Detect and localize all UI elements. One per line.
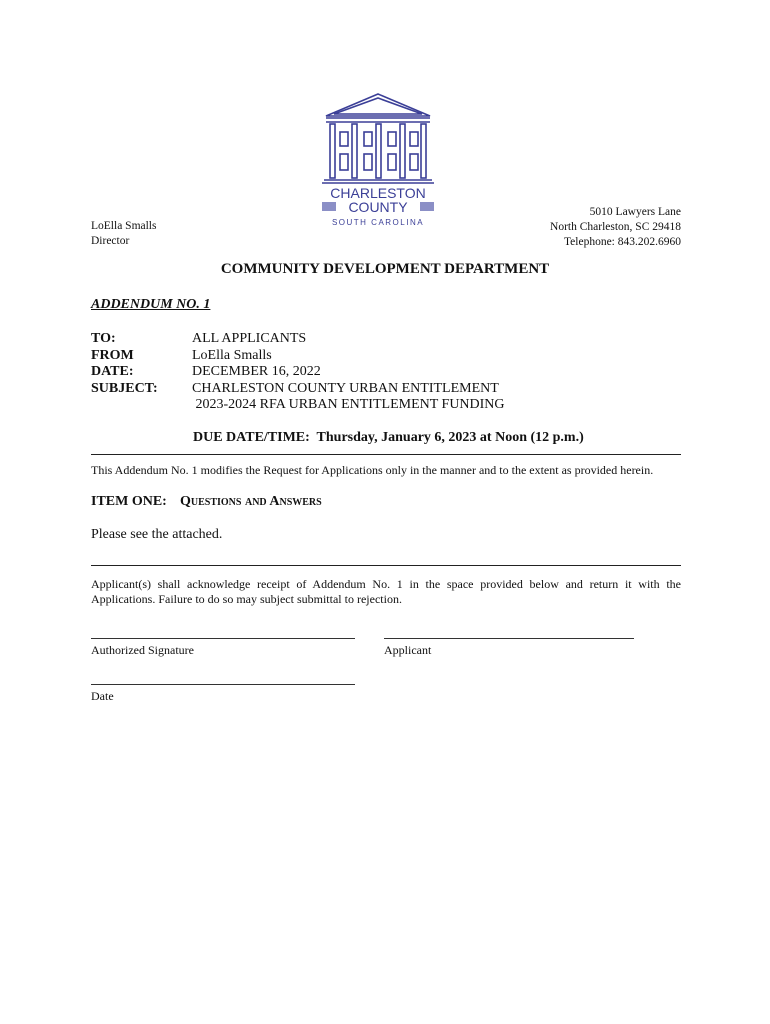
charleston-county-logo	[320, 92, 436, 232]
memo-row-subject	[91, 381, 505, 398]
memo-value: 2023-2024 RFA URBAN ENTITLEMENT FUNDING	[192, 397, 505, 412]
authorized-signature-label: Authorized Signature	[91, 643, 194, 657]
applicant-label: Applicant	[384, 643, 432, 657]
authorized-signature-line[interactable]	[91, 638, 355, 639]
memo-header	[91, 331, 505, 414]
item-one-title: Questions and Answers	[180, 494, 322, 509]
address-block	[550, 205, 681, 250]
sender-block	[91, 219, 156, 249]
logo-line3: SOUTH CAROLINA	[331, 218, 425, 227]
address-city: North Charleston, SC 29418	[550, 221, 681, 233]
addendum-heading: ADDENDUM NO. 1	[91, 297, 211, 312]
logo-line2: COUNTY	[348, 199, 408, 215]
department-title: COMMUNITY DEVELOPMENT DEPARTMENT	[220, 261, 550, 277]
memo-value: LoElla Smalls	[192, 347, 272, 363]
logo-line1: CHARLESTON	[330, 185, 426, 201]
date-line[interactable]	[91, 684, 355, 685]
memo-key: TO:	[91, 331, 116, 346]
sender-title: Director	[91, 235, 130, 247]
memo-row-from	[91, 348, 505, 365]
item-one-label: ITEM ONE:	[91, 494, 167, 509]
due-date: DUE DATE/TIME: Thursday, January 6, 2023 at Noon (12 p.m.)	[193, 430, 584, 445]
memo-value: DECEMBER 16, 2022	[192, 364, 321, 379]
memo-key: SUBJECT:	[91, 380, 158, 396]
divider	[91, 454, 681, 455]
address-phone: Telephone: 843.202.6960	[563, 236, 681, 248]
memo-key	[91, 397, 192, 414]
memo-row-to	[91, 331, 505, 348]
acknowledge-text: Applicant(s) shall acknowledge receipt of Addendum No. 1 in the space provided below and return it with the Applications. Failure to do so may subject submittal to rejection.	[91, 577, 681, 606]
memo-key: FROM	[91, 347, 134, 363]
memo-value: ALL APPLICANTS	[192, 331, 307, 346]
memo-value: CHARLESTON COUNTY URBAN ENTITLEMENT	[192, 380, 499, 396]
memo-key: DATE:	[91, 364, 134, 379]
address-street: 5010 Lawyers Lane	[589, 206, 681, 218]
sender-name: LoElla Smalls	[91, 220, 157, 232]
item-one-heading	[91, 494, 322, 510]
date-label: Date	[91, 689, 114, 703]
divider	[91, 565, 681, 566]
modifies-text: This Addendum No. 1 modifies the Request for Applications only in the manner and to the extent as provided herein.	[91, 463, 654, 477]
applicant-line[interactable]	[384, 638, 634, 639]
memo-row-subject-cont	[91, 397, 505, 414]
see-attached-text: Please see the attached.	[91, 527, 223, 542]
memo-row-date	[91, 364, 505, 381]
courthouse-icon	[320, 92, 436, 232]
